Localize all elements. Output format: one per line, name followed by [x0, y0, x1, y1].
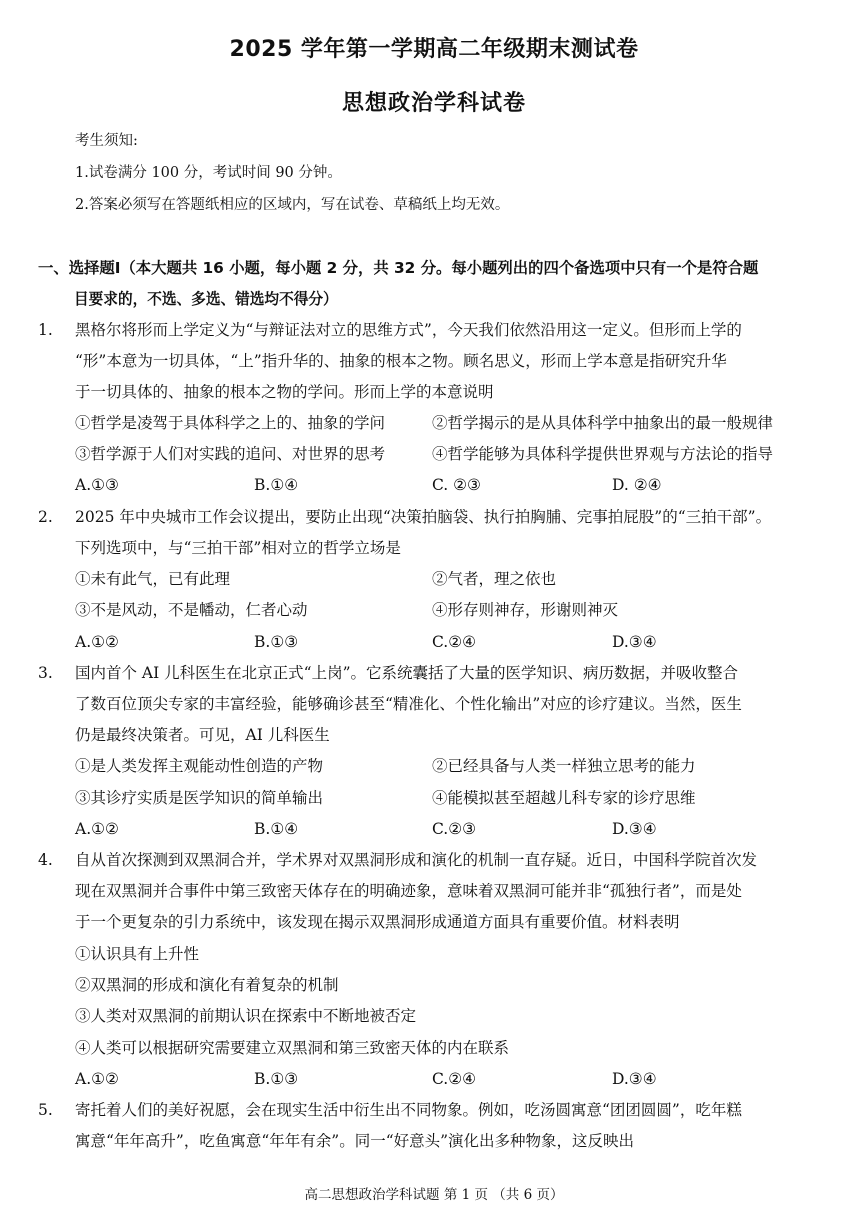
question-2-option: ②气者，理之依也 [432, 570, 557, 588]
exam-title: 2025 学年第一学期高二年级期末测试卷 [229, 37, 639, 62]
question-2-choice-a: A.①② [75, 633, 119, 651]
page-footer: 高二思想政治学科试题 第 1 页 （共 6 页） [304, 1187, 564, 1203]
question-4-choice-c: C.②④ [432, 1070, 477, 1088]
question-1-choice-b: B.①④ [254, 476, 299, 494]
question-3-choice-c: C.②③ [432, 820, 477, 838]
exam-subtitle: 思想政治学科试卷 [341, 91, 526, 116]
question-1-stem-line: 于一切具体的、抽象的根本之物的学问。形而上学的本意说明 [75, 383, 494, 401]
question-4-stem-line: 自从首次探测到双黑洞合并，学术界对双黑洞形成和演化的机制一直存疑。近日，中国科学院首次发 [75, 851, 758, 869]
question-1-choice-d: D. ②④ [612, 476, 662, 494]
question-2-stem-line: 2025 年中央城市工作会议提出，要防止出现“决策拍脑袋、执行拍胸脯、完事拍屁股”的“三拍干部”。 [75, 508, 772, 526]
notice-heading: 考生须知: [75, 133, 138, 149]
notice-item-1: 1.试卷满分 100 分，考试时间 90 分钟。 [75, 165, 342, 181]
question-1-option: ②哲学揭示的是从具体科学中抽象出的最一般规律 [432, 414, 774, 432]
question-3-stem-line: 国内首个 AI 儿科医生在北京正式“上岗”。它系统囊括了大量的医学知识、病历数据，并吸收整合 [75, 664, 739, 682]
question-3-choice-b: B.①④ [254, 820, 299, 838]
question-4-stem-line: 于一个更复杂的引力系统中，该发现在揭示双黑洞形成通道方面具有重要价值。材料表明 [75, 913, 680, 931]
question-3-choice-d: D.③④ [612, 820, 657, 838]
question-1-stem-line: 黑格尔将形而上学定义为“与辩证法对立的思维方式”，今天我们依然沿用这一定义。但形而上学的 [75, 321, 742, 339]
question-4-option: ①认识具有上升性 [75, 945, 200, 963]
question-4-option: ③人类对双黑洞的前期认识在探索中不断地被否定 [75, 1007, 417, 1025]
question-1-number: 1. [38, 321, 53, 339]
question-2-option: ④形存则神存，形谢则神灭 [432, 601, 619, 619]
question-3-option: ④能模拟甚至超越儿科专家的诊疗思维 [432, 789, 696, 807]
question-4-option: ④人类可以根据研究需要建立双黑洞和第三致密天体的内在联系 [75, 1039, 510, 1057]
question-5-number: 5. [38, 1101, 53, 1119]
question-2-option: ①未有此气，已有此理 [75, 570, 231, 588]
question-3-choice-a: A.①② [75, 820, 119, 838]
question-4-stem-line: 现在双黑洞并合事件中第三致密天体存在的明确迹象，意味着双黑洞可能并非“孤独行者”，而是处 [75, 882, 742, 900]
question-3-option: ②已经具备与人类一样独立思考的能力 [432, 757, 696, 775]
question-3-option: ①是人类发挥主观能动性创造的产物 [75, 757, 324, 775]
question-3-option: ③其诊疗实质是医学知识的简单输出 [75, 789, 324, 807]
question-5-stem-line: 寓意“年年高升”，吃鱼寓意“年年有余”。同一“好意头”演化出多种物象，这反映出 [75, 1132, 635, 1150]
section-heading-line-2: 目要求的，不选、多选、错选均不得分） [74, 290, 338, 308]
question-1-option: ③哲学源于人们对实践的追问、对世界的思考 [75, 445, 386, 463]
question-2-choice-d: D.③④ [612, 633, 657, 651]
question-2-option: ③不是风动，不是幡动，仁者心动 [75, 601, 308, 619]
question-2-choice-b: B.①③ [254, 633, 299, 651]
question-4-choice-d: D.③④ [612, 1070, 657, 1088]
question-4-choice-b: B.①③ [254, 1070, 299, 1088]
notice-item-2: 2.答案必须写在答题纸相应的区域内，写在试卷、草稿纸上均无效。 [75, 197, 510, 213]
question-2-choice-c: C.②④ [432, 633, 477, 651]
question-3-number: 3. [38, 664, 53, 682]
question-1-choice-a: A.①③ [75, 476, 119, 494]
question-2-stem-line: 下列选项中，与“三拍干部”相对立的哲学立场是 [75, 539, 401, 557]
section-heading-line-1: 一、选择题Ⅰ（本大题共 16 小题，每小题 2 分，共 32 分。每小题列出的四个备选项中只有一个是符合题 [38, 259, 759, 277]
question-5-stem-line: 寄托着人们的美好祝愿，会在现实生活中衍生出不同物象。例如，吃汤圆寓意“团团圆圆”，吃年糕 [75, 1101, 742, 1119]
question-3-stem-line: 了数百位顶尖专家的丰富经验，能够确诊甚至“精准化、个性化输出”对应的诊疗建议。当然，医生 [75, 695, 742, 713]
question-4-choice-a: A.①② [75, 1070, 119, 1088]
question-4-option: ②双黑洞的形成和演化有着复杂的机制 [75, 976, 339, 994]
question-1-option: ④哲学能够为具体科学提供世界观与方法论的指导 [432, 445, 774, 463]
question-1-option: ①哲学是凌驾于具体科学之上的、抽象的学问 [75, 414, 386, 432]
question-1-choice-c: C. ②③ [432, 476, 481, 494]
question-4-number: 4. [38, 851, 53, 869]
question-1-stem-line: “形”本意为一切具体，“上”指升华的、抽象的根本之物。顾名思义，形而上学本意是指研究升华 [75, 352, 727, 370]
question-2-number: 2. [38, 508, 53, 526]
question-3-stem-line: 仍是最终决策者。可见，AI 儿科医生 [75, 726, 330, 744]
